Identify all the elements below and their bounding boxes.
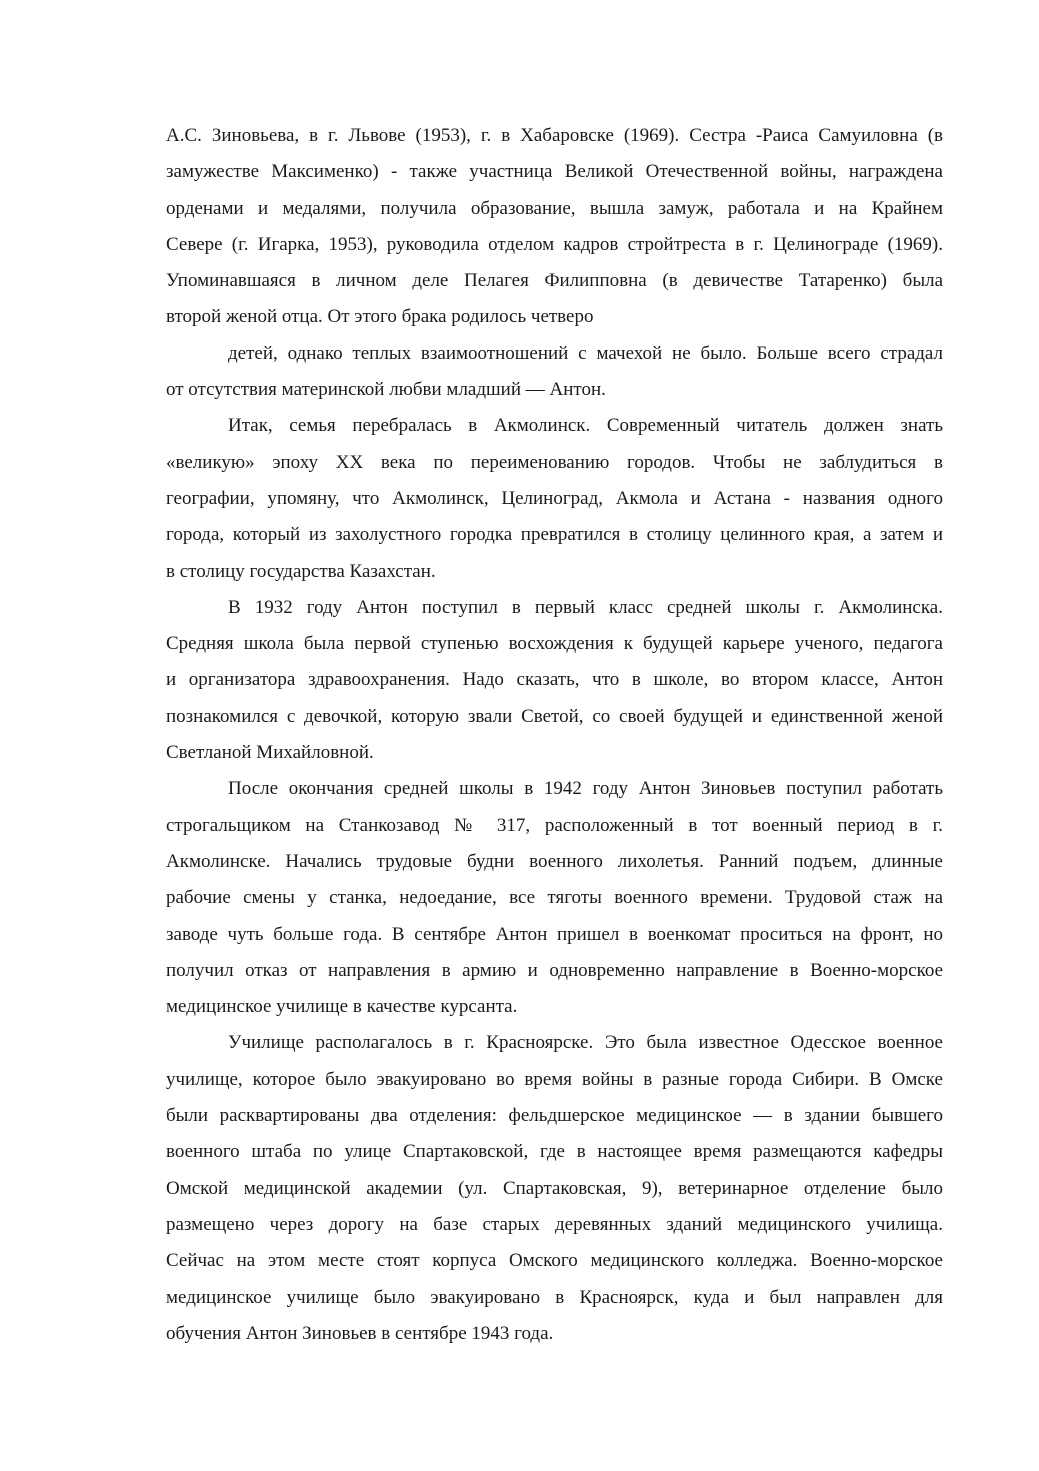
text-line: и организатора здравоохранения. Надо сказать, что в школе, во втором классе, Антон [166,669,943,691]
text-line: Светланой Михайловной. [166,742,374,764]
text-line: После окончания средней школы в 1942 году Антон Зиновьев поступил работать [228,778,943,800]
paragraph-3 [166,408,943,589]
text-line: Омской медицинской академии (ул. Спартаковская, 9), ветеринарное отделение было [166,1177,943,1199]
text-line: второй женой отца. От этого брака родилось четверо [166,306,594,328]
text-line: В 1932 году Антон поступил в первый класс средней школы г. Акмолинска. [228,596,943,618]
text-line: замужестве Максименко) - также участница Великой Отечественной войны, награждена [166,161,943,183]
text-line: получил отказ от направления в армию и одновременно направление в Военно-морское [166,959,943,981]
paragraph-4 [166,590,943,771]
text-line: географии, упомяну, что Акмолинск, Целиноград, Акмола и Астана - названия одного [166,487,943,509]
text-line: орденами и медалями, получила образование, вышла замуж, работала и на Крайнем [166,197,943,219]
text-line: Итак, семья перебралась в Акмолинск. Современный читатель должен знать [228,415,943,437]
text-line: медицинское училище было эвакуировано в Красноярск, куда и был направлен для [166,1286,943,1308]
text-line: Училище располагалось в г. Красноярске. Это была известное Одесское военное [228,1032,943,1054]
text-line: рабочие смены у станка, недоедание, все тяготы военного времени. Трудовой стаж на [166,887,943,909]
text-line: от отсутствия материнской любви младший — Антон. [166,379,606,401]
document-body [166,118,943,1352]
text-line: Средняя школа была первой ступенью восхождения к будущей карьере ученого, педагога [166,633,943,655]
text-line: размещено через дорогу на базе старых деревянных зданий медицинского училища. [166,1213,943,1235]
paragraph-6 [166,1025,943,1352]
text-line: обучения Антон Зиновьев в сентябре 1943 года. [166,1322,554,1344]
text-line: Севере (г. Игарка, 1953), руководила отделом кадров стройтреста в г. Целинограде (1969). [166,233,943,255]
paragraph-2 [166,336,943,409]
text-line: Упоминавшаяся в личном деле Пелагея Филипповна (в девичестве Татаренко) была [166,270,943,292]
text-line: были расквартированы два отделения: фельдшерское медицинское — в здании бывшего [166,1105,943,1127]
text-line: Сейчас на этом месте стоят корпуса Омского медицинского колледжа. Военно-морское [166,1250,943,1272]
text-line: медицинское училище в качестве курсанта. [166,996,518,1018]
text-line: военного штаба по улице Спартаковской, где в настоящее время размещаются кафедры [166,1141,943,1163]
paragraph-1 [166,118,943,336]
text-line: города, который из захолустного городка превратился в столицу целинного края, а затем и [166,524,943,546]
text-line: Акмолинске. Начались трудовые будни военного лихолетья. Ранний подъем, длинные [166,850,943,872]
text-line: детей, однако теплых взаимоотношений с мачехой не было. Больше всего страдал [228,342,943,364]
text-line: строгальщиком на Станкозавод № 317, расположенный в тот военный период в г. [166,814,943,836]
text-line: училище, которое было эвакуировано во время войны в разные города Сибири. В Омске [166,1068,943,1090]
text-line: в столицу государства Казахстан. [166,560,436,582]
text-line: А.С. Зиновьева, в г. Львове (1953), г. в Хабаровске (1969). Сестра -Раиса Самуиловна (в [166,125,943,146]
text-line: «великую» эпоху XX века по переименованию городов. Чтобы не заблудиться в [166,451,943,473]
paragraph-5 [166,771,943,1025]
text-line: познакомился с девочкой, которую звали Светой, со своей будущей и единственной женой [166,705,943,727]
text-line: заводе чуть больше года. В сентябре Антон пришел в военкомат проситься на фронт, но [166,923,943,945]
